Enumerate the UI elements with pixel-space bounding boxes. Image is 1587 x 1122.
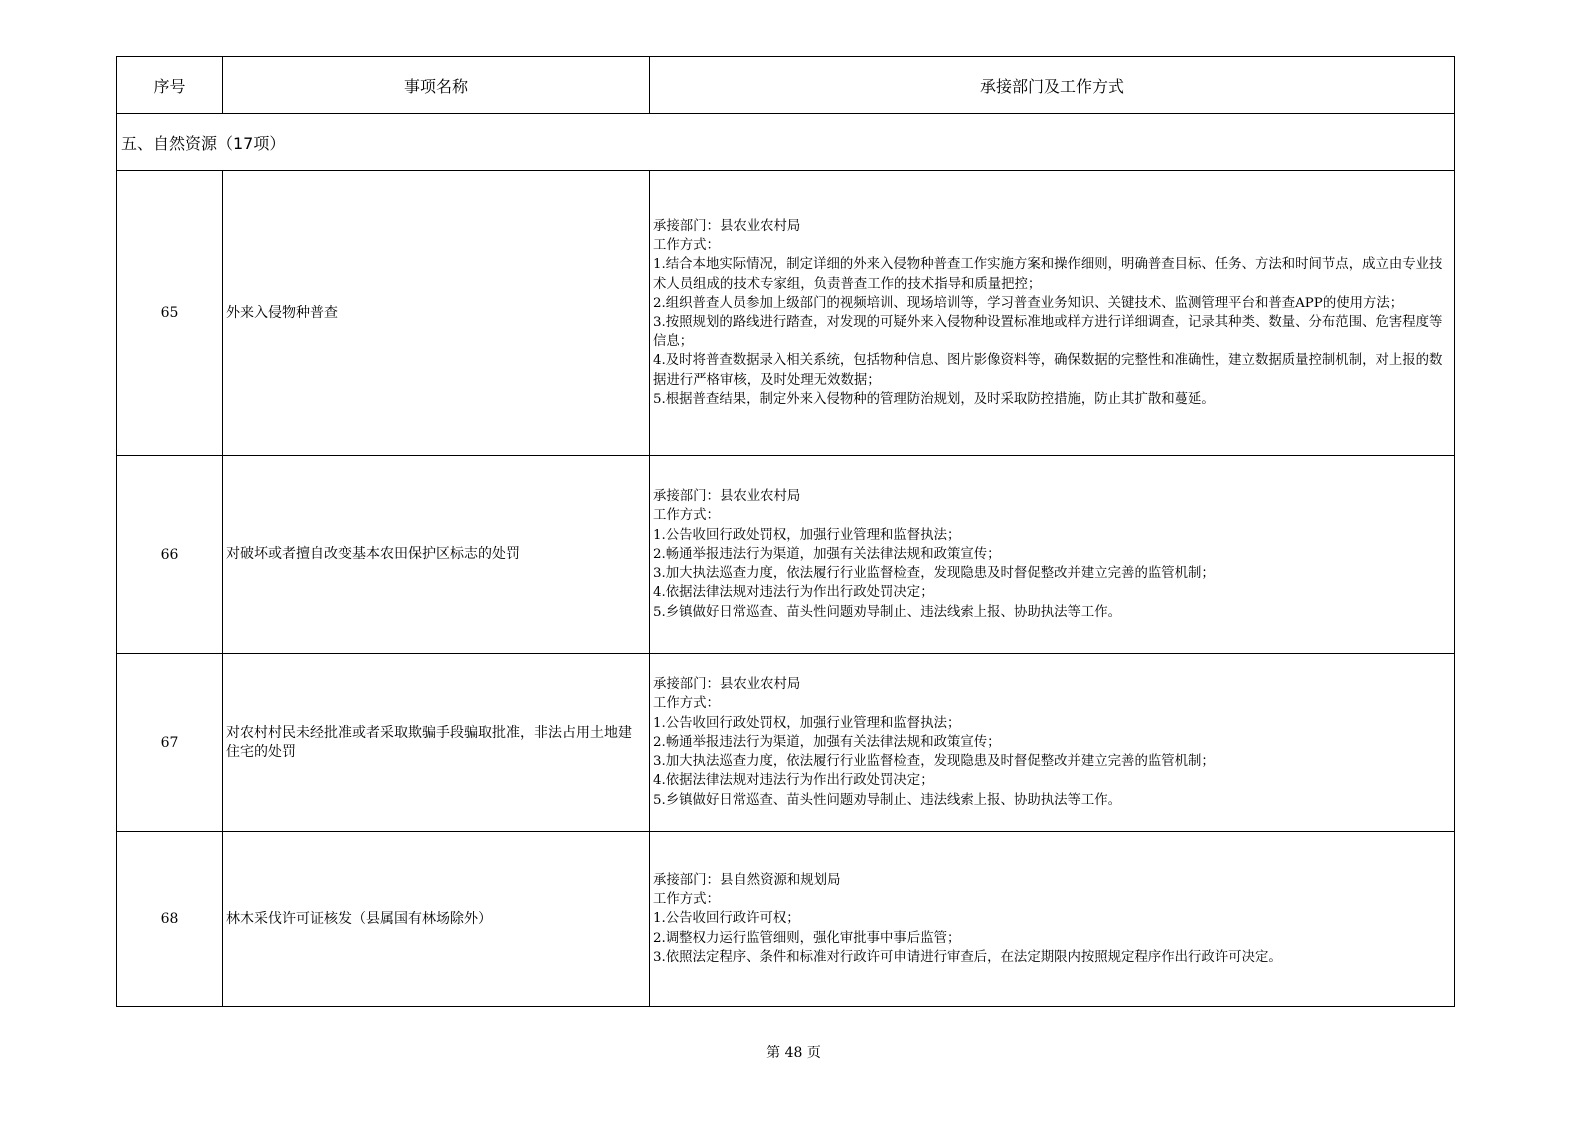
dept-line: 工作方式：	[653, 696, 720, 712]
dept-line: 承接部门：县农业农村局	[653, 218, 801, 234]
row-name: 对农村村民未经批准或者采取欺骗手段骗取批准，非法占用土地建住宅的处罚	[223, 654, 650, 832]
dept-line: 承接部门：县自然资源和规划局	[653, 872, 841, 888]
table-row	[117, 171, 1455, 456]
dept-line: 工作方式：	[653, 238, 720, 254]
dept-line: 4.依据法律法规对违法行为作出行政处罚决定；	[653, 585, 934, 601]
dept-line: 2.畅通举报违法行为渠道，加强有关法律法规和政策宣传；	[653, 734, 1001, 750]
dept-line: 5.乡镇做好日常巡查、苗头性问题劝导制止、违法线索上报、协助执法等工作。	[653, 792, 1122, 808]
dept-line: 2.调整权力运行监管细则，强化审批事中事后监管；	[653, 930, 961, 946]
dept-line: 工作方式：	[653, 508, 720, 524]
row-dept	[650, 654, 1455, 832]
dept-line: 2.畅通举报违法行为渠道，加强有关法律法规和政策宣传；	[653, 546, 1001, 562]
dept-line: 5.根据普查结果，制定外来入侵物种的管理防治规划，及时采取防控措施，防止其扩散和蔓延。	[653, 391, 1215, 407]
header-name: 事项名称	[223, 57, 650, 114]
section-row	[117, 114, 1455, 171]
policy-table	[116, 56, 1455, 1007]
page-number: 第 48 页	[766, 1045, 821, 1061]
dept-line: 1.公告收回行政许可权；	[653, 911, 800, 927]
row-name: 对破坏或者擅自改变基本农田保护区标志的处罚	[223, 456, 650, 654]
row-seq: 66	[117, 456, 223, 654]
row-dept	[650, 832, 1455, 1007]
table-row	[117, 654, 1455, 832]
row-name: 林木采伐许可证核发（县属国有林场除外）	[223, 832, 650, 1007]
dept-line: 1.公告收回行政处罚权，加强行业管理和监督执法；	[653, 715, 961, 731]
table-row	[117, 456, 1455, 654]
row-dept	[650, 171, 1455, 456]
dept-line: 承接部门：县农业农村局	[653, 677, 801, 693]
dept-line: 1.结合本地实际情况，制定详细的外来入侵物种普查工作实施方案和操作细则，明确普查目标、任务、方法和时间节点，成立由专业技术人员组成的技术专家组，负责普查工作的技术指导和质量把控；	[653, 257, 1443, 292]
dept-line: 3.加大执法巡查力度，依法履行行业监督检查，发现隐患及时督促整改并建立完善的监管机制；	[653, 754, 1215, 770]
header-seq: 序号	[117, 57, 223, 114]
table-row	[117, 832, 1455, 1007]
dept-line: 1.公告收回行政处罚权，加强行业管理和监督执法；	[653, 527, 961, 543]
dept-line: 4.及时将普查数据录入相关系统，包括物种信息、图片影像资料等，确保数据的完整性和准确性，建立数据质量控制机制，对上报的数据进行严格审核，及时处理无效数据；	[653, 353, 1443, 388]
dept-line: 2.组织普查人员参加上级部门的视频培训、现场培训等，学习普查业务知识、关键技术、监测管理平台和普查APP的使用方法；	[653, 295, 1404, 311]
dept-line: 5.乡镇做好日常巡查、苗头性问题劝导制止、违法线索上报、协助执法等工作。	[653, 604, 1122, 620]
row-name: 外来入侵物种普查	[223, 171, 650, 456]
row-seq: 68	[117, 832, 223, 1007]
row-dept	[650, 456, 1455, 654]
header-dept: 承接部门及工作方式	[650, 57, 1455, 114]
dept-line: 承接部门：县农业农村局	[653, 489, 801, 505]
dept-line: 3.按照规划的路线进行踏查，对发现的可疑外来入侵物种设置标准地或样方进行详细调查，记录其种类、数量、分布范围、危害程度等信息；	[653, 315, 1443, 350]
dept-line: 工作方式：	[653, 892, 720, 908]
dept-line: 3.依照法定程序、条件和标准对行政许可申请进行审查后，在法定期限内按照规定程序作出行政许可决定。	[653, 949, 1282, 965]
dept-line: 4.依据法律法规对违法行为作出行政处罚决定；	[653, 773, 934, 789]
table-header-row	[117, 57, 1455, 114]
section-title: 五、自然资源（17项）	[117, 114, 1455, 171]
row-seq: 67	[117, 654, 223, 832]
row-seq: 65	[117, 171, 223, 456]
dept-line: 3.加大执法巡查力度，依法履行行业监督检查，发现隐患及时督促整改并建立完善的监管机制；	[653, 566, 1215, 582]
